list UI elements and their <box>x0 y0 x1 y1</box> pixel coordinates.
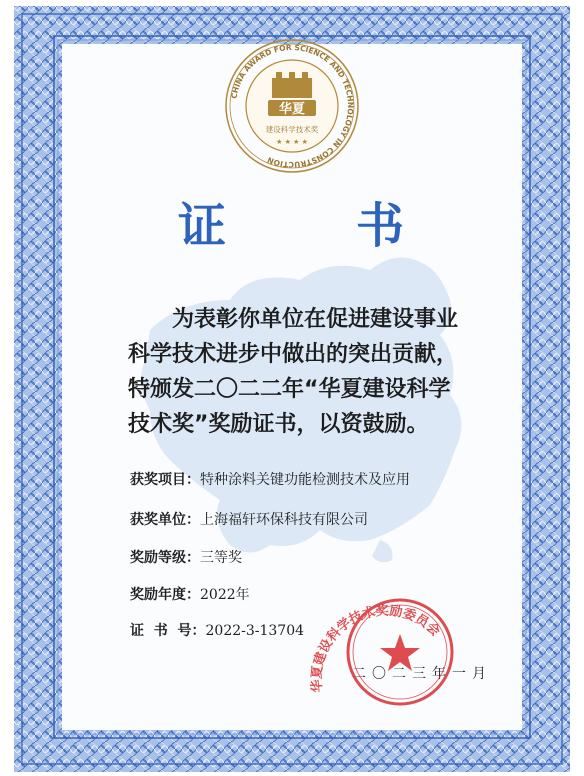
field-project-value: 特种涂料关键功能检测技术及应用 <box>200 472 410 488</box>
field-year-label: 奖励年度： <box>130 587 200 603</box>
field-year-value: 2022年 <box>200 587 250 603</box>
emblem-ring-text: CHINA AWARD FOR SCIENCE AND TECHNOLOGY IN CONSTRUCTION <box>229 42 356 170</box>
field-cert-no-value: 2022-3-13704 <box>205 623 305 639</box>
title-char-2: 书 <box>356 198 407 254</box>
emblem-sub-text: 建设科学技术奖 <box>265 125 319 134</box>
body-line-1: 为表彰你单位在促进建设事业 <box>172 307 459 332</box>
title-char-1: 证 <box>178 198 229 254</box>
seal-star-icon <box>380 634 420 671</box>
emblem-stars: ★ ★ ★ ★ <box>276 138 308 146</box>
field-cert-no-label: 证 书 号： <box>130 623 206 639</box>
field-unit-label: 获奖单位： <box>130 512 200 528</box>
field-project-label: 获奖项目： <box>130 472 200 488</box>
emblem-logo-text: 华夏 <box>278 102 306 117</box>
field-unit-value: 上海福轩环保科技有限公司 <box>200 512 368 528</box>
field-level-value: 三等奖 <box>200 550 242 566</box>
body-line-3: 特颁发二〇二二年“华夏建设科学 <box>128 377 451 402</box>
seal-text: 华夏建设科学技术奖励委员会 <box>309 603 443 694</box>
issue-date: 二〇二三年一月 <box>352 666 492 682</box>
body-line-4: 技术奖”奖励证书，以资鼓励。 <box>128 412 429 437</box>
field-level-label: 奖励等级： <box>130 550 200 566</box>
body-line-2: 科学技术进步中做出的突出贡献， <box>128 342 459 367</box>
